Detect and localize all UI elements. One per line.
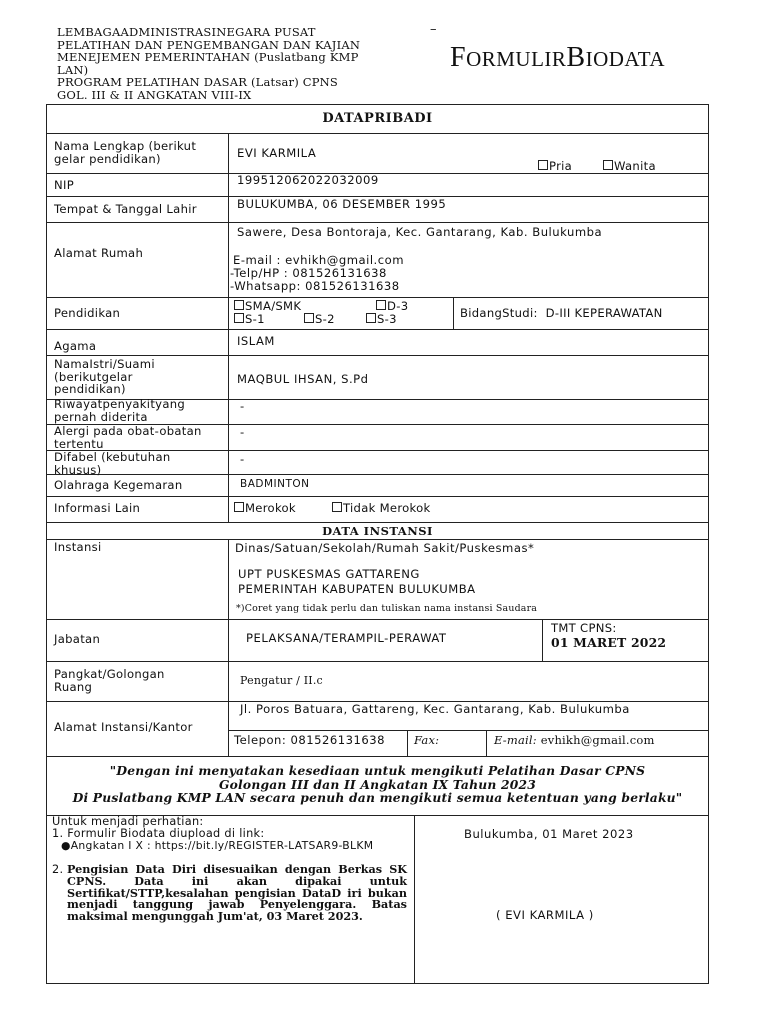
form-title: FORMULIRBIODATA — [450, 42, 666, 73]
info-tidak-merokok-option[interactable]: Tidak Merokok — [332, 502, 431, 515]
alergi-value: - — [240, 425, 245, 439]
nip-label: NIP — [54, 178, 74, 192]
instansi-note: *)Coret yang tidak perlu dan tuliskan nama instansi Saudara — [236, 603, 538, 614]
edu-s1-option[interactable]: S-1 — [234, 313, 265, 326]
checkbox-icon[interactable] — [234, 313, 244, 323]
row-divider — [47, 619, 708, 620]
notes-item-2: 2. Pengisian Data Diri disesuaikan dengan Berkas SK CPNS. Data ini akan dipakai untuk Sertifikat/STTP,kesalahan pengisian DataD iri bukan menjadi tanggung jawab Penyelenggara. Batas maksimal mengunggah Jum'at, 03 Maret 2023. — [52, 862, 407, 923]
row-divider — [228, 730, 708, 731]
instansi-options: Dinas/Satuan/Sekolah/Rumah Sakit/Puskesmas* — [235, 541, 535, 555]
column-divider — [453, 297, 454, 329]
statement-line: Golongan III dan II Angkatan IX Tahun 2023 — [218, 776, 537, 792]
difabel-label: Difabel (kebutuhan khusus) — [54, 450, 171, 477]
instansi-name-2: PEMERINTAH KABUPATEN BULUKUMBA — [238, 582, 476, 596]
header-dash: – — [430, 22, 437, 37]
edu-d3-option[interactable]: D-3 — [376, 300, 408, 313]
bidang-studi: BidangStudi: D-III KEPERAWATAN — [460, 306, 663, 320]
statement-block — [47, 764, 708, 805]
row-divider — [47, 133, 708, 134]
row-divider — [47, 756, 708, 757]
statement-line: "Dengan ini menyatakan kesediaan untuk mengikuti Pelatihan Dasar CPNS — [109, 763, 646, 778]
edu-s2-option[interactable]: S-2 — [304, 313, 335, 326]
pasangan-value: MAQBUL IHSAN, S.Pd — [237, 372, 369, 386]
checkbox-icon[interactable] — [234, 502, 244, 512]
notes-item-1-link[interactable]: ●Angkatan I X : https://bit.ly/REGISTER-LATSAR9-BLKM — [61, 838, 374, 852]
alamat-kantor-value: Jl. Poros Batuara, Gattareng, Kec. Gantarang, Kab. Bulukumba — [240, 702, 630, 716]
gender-pria-option[interactable]: Pria — [538, 160, 572, 173]
tmt-label: TMT CPNS: — [551, 621, 617, 635]
header-line: PELATIHAN DAN PENGEMBANGAN DAN KAJIAN — [57, 37, 361, 52]
riwayat-value: - — [240, 399, 245, 413]
nip-value: 199512062022032009 — [237, 173, 379, 187]
column-divider — [407, 730, 408, 756]
checkbox-icon[interactable] — [538, 160, 548, 170]
alamat-label: Alamat Rumah — [54, 246, 144, 260]
fax-label: Fax: — [414, 733, 440, 747]
ttl-value: BULUKUMBA, 06 DESEMBER 1995 — [237, 197, 447, 211]
email-line: E-mail : evhikh@gmail.com — [233, 253, 404, 267]
nama-label: Nama Lengkap (berikut gelar pendidikan) — [54, 139, 197, 166]
jabatan-label: Jabatan — [54, 632, 101, 646]
checkbox-icon[interactable] — [304, 313, 314, 323]
column-divider — [228, 133, 229, 523]
edu-s3-option[interactable]: S-3 — [366, 313, 397, 326]
whatsapp-line: -Whatsapp: 081526131638 — [230, 279, 400, 293]
pasangan-label: NamaIstri/Suami (berikutgelar pendidikan) — [54, 357, 155, 396]
header-line: MENEJEMEN PEMERINTAHAN (Puslatbang KMP — [57, 50, 359, 65]
pangkat-value: Pengatur / II.c — [240, 674, 323, 687]
header-line: LAN) — [57, 62, 89, 77]
signature-place-date: Bulukumba, 01 Maret 2023 — [464, 827, 634, 841]
row-divider — [47, 539, 708, 540]
column-divider — [486, 730, 487, 756]
notes-item-1: 1. Formulir Biodata diupload di link: — [52, 826, 265, 840]
header-line: LEMBAGAADMINISTRASINEGARA PUSAT — [57, 25, 316, 39]
gender-wanita-option[interactable]: Wanita — [603, 160, 656, 173]
checkbox-icon[interactable] — [332, 502, 342, 512]
agama-label: Agama — [54, 339, 97, 353]
jabatan-value: PELAKSANA/TERAMPIL-PERAWAT — [246, 631, 447, 645]
checkbox-icon[interactable] — [376, 300, 386, 310]
agama-value: ISLAM — [237, 334, 275, 348]
info-label: Informasi Lain — [54, 501, 141, 515]
edu-sma-option[interactable]: SMA/SMK — [234, 300, 301, 313]
notes-block — [52, 816, 412, 922]
section-title-personal: DATAPRIBADI — [322, 111, 433, 126]
institution-header — [57, 26, 387, 102]
row-divider — [47, 355, 708, 356]
difabel-value: - — [240, 452, 245, 466]
tmt-value: 01 MARET 2022 — [551, 635, 667, 650]
alamat-kantor-label: Alamat Instansi/Kantor — [54, 720, 193, 734]
row-divider — [47, 522, 708, 523]
riwayat-label: Riwayatpenyakityang pernah diderita — [54, 397, 186, 424]
notes-heading: Untuk menjadi perhatian: — [52, 815, 204, 828]
alergi-label: Alergi pada obat-obatan tertentu — [54, 424, 202, 451]
header-line: PROGRAM PELATIHAN DASAR (Latsar) CPNS — [57, 75, 339, 90]
header-line: GOL. III & II ANGKATAN VIII-IX — [57, 87, 252, 102]
column-divider — [542, 619, 543, 661]
instansi-label: Instansi — [54, 540, 102, 554]
instansi-name-1: UPT PUSKESMAS GATTARENG — [238, 567, 420, 581]
row-divider — [47, 496, 708, 497]
olahraga-value: BADMINTON — [240, 478, 310, 490]
telp-line: -Telp/HP : 081526131638 — [230, 266, 387, 280]
row-divider — [47, 661, 708, 662]
column-divider — [414, 815, 415, 983]
column-divider — [228, 539, 229, 756]
row-divider — [47, 329, 708, 330]
info-merokok-option[interactable]: Merokok — [234, 502, 296, 515]
row-divider — [47, 297, 708, 298]
email-kantor: E-mail: evhikh@gmail.com — [494, 733, 655, 747]
checkbox-icon[interactable] — [234, 300, 244, 310]
ttl-label: Tempat & Tanggal Lahir — [54, 202, 197, 216]
pendidikan-label: Pendidikan — [54, 306, 121, 320]
signature-name: ( EVI KARMILA ) — [496, 908, 594, 922]
telepon-value: Telepon: 081526131638 — [234, 733, 386, 747]
row-divider — [47, 222, 708, 223]
section-title-instansi: DATA INSTANSI — [322, 524, 433, 538]
nama-value: EVI KARMILA — [237, 146, 317, 160]
pangkat-label: Pangkat/Golongan Ruang — [54, 667, 165, 694]
checkbox-icon[interactable] — [603, 160, 613, 170]
alamat-value: Sawere, Desa Bontoraja, Kec. Gantarang, Kab. Bulukumba — [237, 225, 603, 239]
olahraga-label: Olahraga Kegemaran — [54, 478, 183, 492]
checkbox-icon[interactable] — [366, 313, 376, 323]
statement-line: Di Puslatbang KMP LAN secara penuh dan mengikuti semua ketentuan yang berlaku" — [72, 790, 683, 806]
